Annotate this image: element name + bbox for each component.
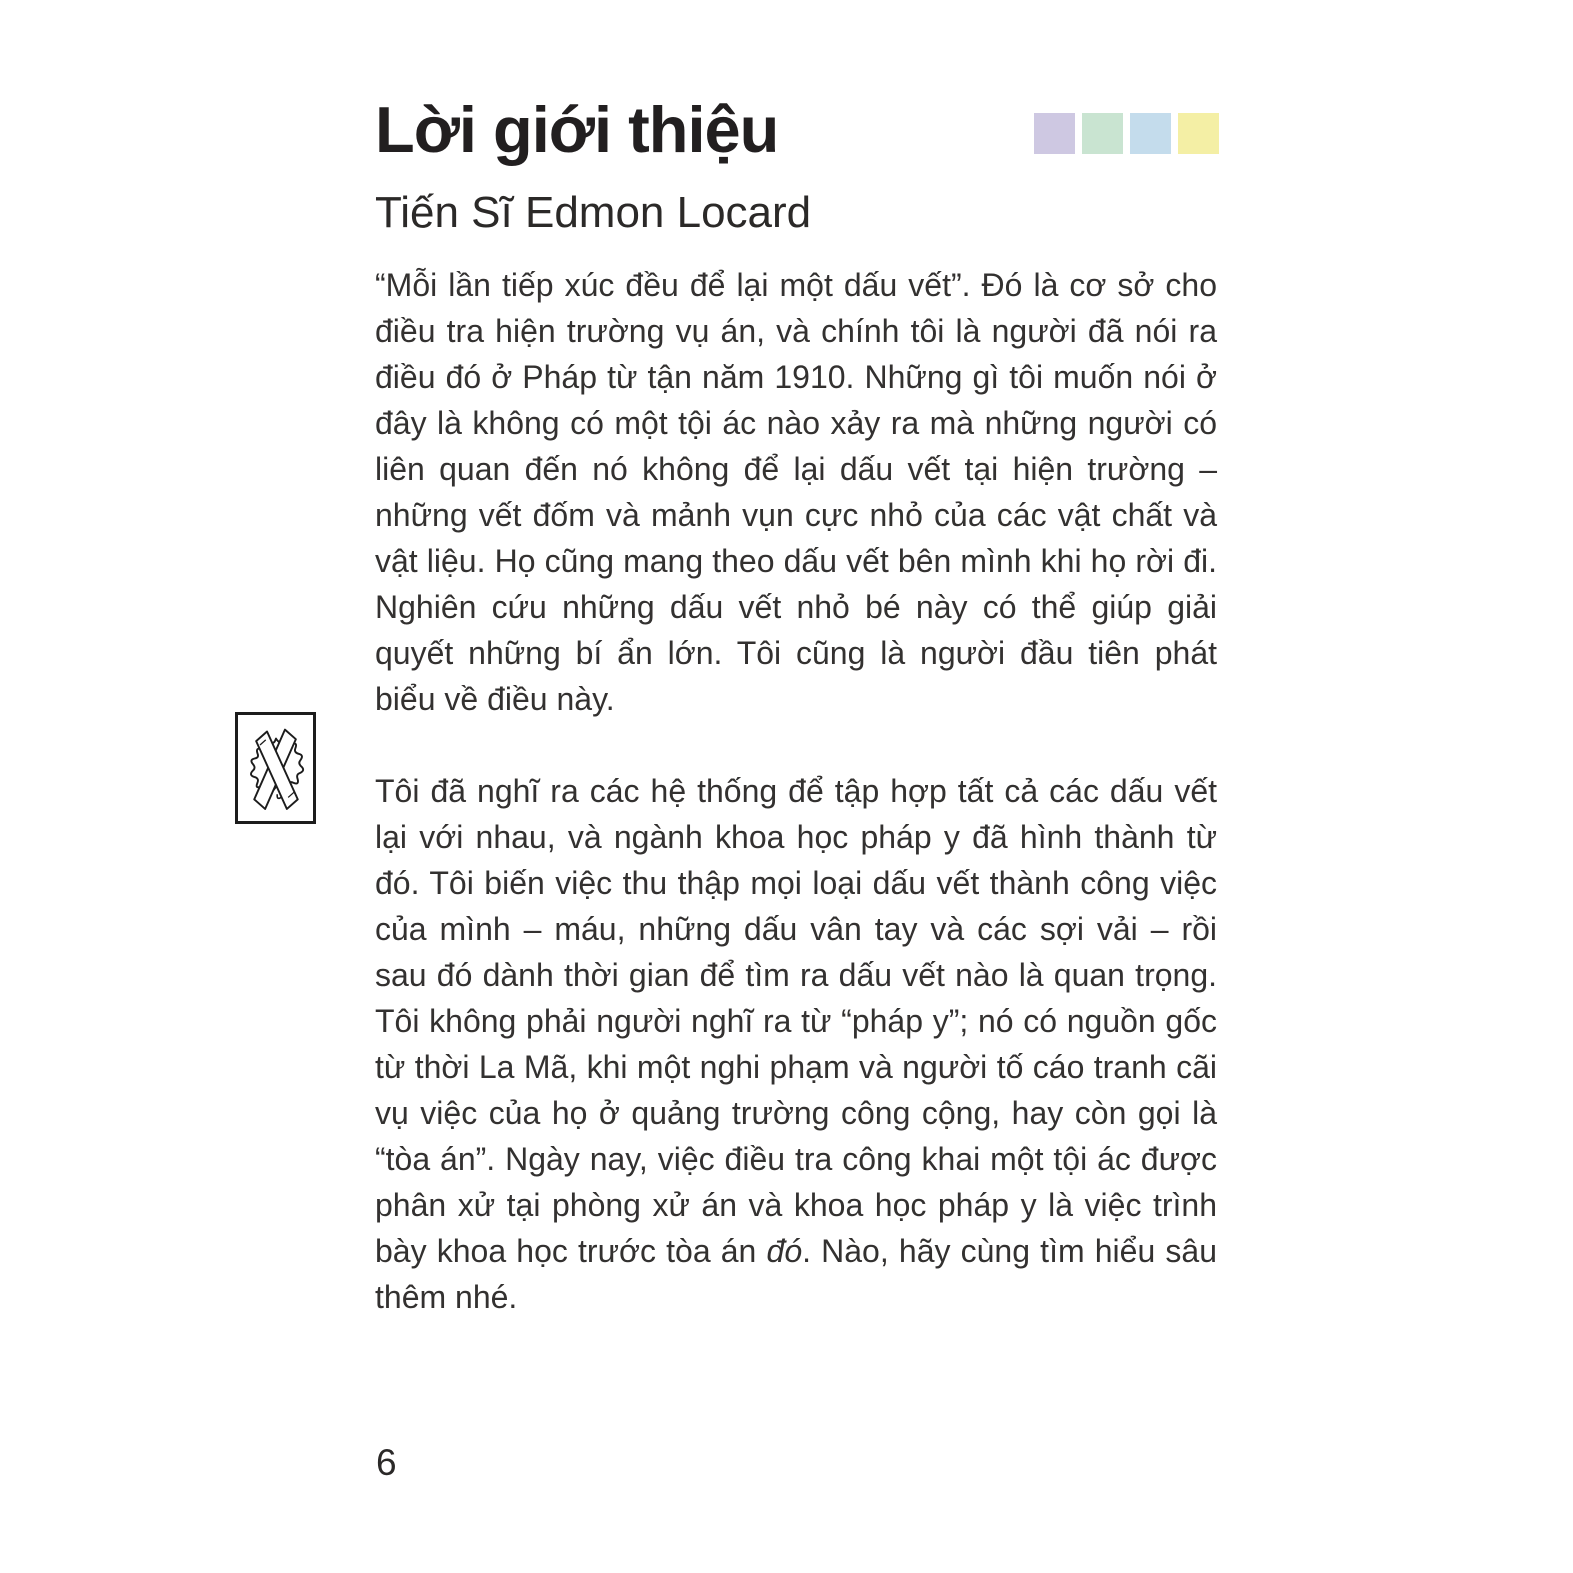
- paragraph-2-lead: Tôi đã nghĩ ra các hệ thống để tập hợp tất cả các dấu vết lại với nhau, và ngành khoa học pháp y đã hình thành từ đó. Tôi biến việc thu thập mọi loại dấu vết thành công việc của mình – máu, những dấu vân tay và các sợi vải – rồi sau đó dành thời gian để tìm ra dấu vết nào là quan trọng. Tôi không phải người nghĩ ra từ “pháp y”; nó có nguồn gốc từ thời La Mã, khi một nghi phạm và người tố cáo tranh cãi vụ việc của họ ở quảng trường công cộng, hay còn gọi là “tòa án”. Ngày nay, việc điều tra công khai một tội ác được phân xử tại phòng xử án và khoa học pháp y là việc trình bày khoa học trước tòa án: [375, 773, 1217, 1269]
- paragraph-2-tail: . Nào, hãy cùng tìm hiểu sâu thêm nhé.: [375, 1233, 1218, 1315]
- accent-square: [1130, 113, 1171, 154]
- paragraph-1-text: “Mỗi lần tiếp xúc đều để lại một dấu vết”. Đó là cơ sở cho điều tra hiện trường vụ án, và chính tôi là người đã nói ra điều đó ở Pháp từ tận năm 1910. Những gì tôi muốn nói ở đây là không có một tội ác nào xảy ra mà những người có liên quan đến nó không để lại dấu vết tại hiện trường – những vết đốm và mảnh vụn cực nhỏ của các vật chất và vật liệu. Họ cũng mang theo dấu vết bên mình khi họ rời đi. Nghiên cứu những dấu vết nhỏ bé này có thể giúp giải quyết những bí ẩn lớn. Tôi cũng là người đầu tiên phát biểu về điều này.: [375, 267, 1217, 717]
- paragraph-2: [375, 768, 1217, 1320]
- accent-squares: [1034, 113, 1219, 154]
- accent-square: [1034, 113, 1075, 154]
- paragraph-1: [375, 262, 1217, 722]
- page-subtitle: Tiến Sĩ Edmon Locard: [375, 188, 812, 237]
- crossed-bandages-splatter-icon: [244, 721, 308, 815]
- accent-square: [1178, 113, 1219, 154]
- accent-square: [1082, 113, 1123, 154]
- margin-icon-box: [235, 712, 316, 824]
- page-number: 6: [376, 1442, 397, 1483]
- body-text: [375, 262, 1217, 1366]
- page-title: Lời giới thiệu: [375, 93, 779, 166]
- paragraph-2-emphasis: đó: [766, 1233, 803, 1269]
